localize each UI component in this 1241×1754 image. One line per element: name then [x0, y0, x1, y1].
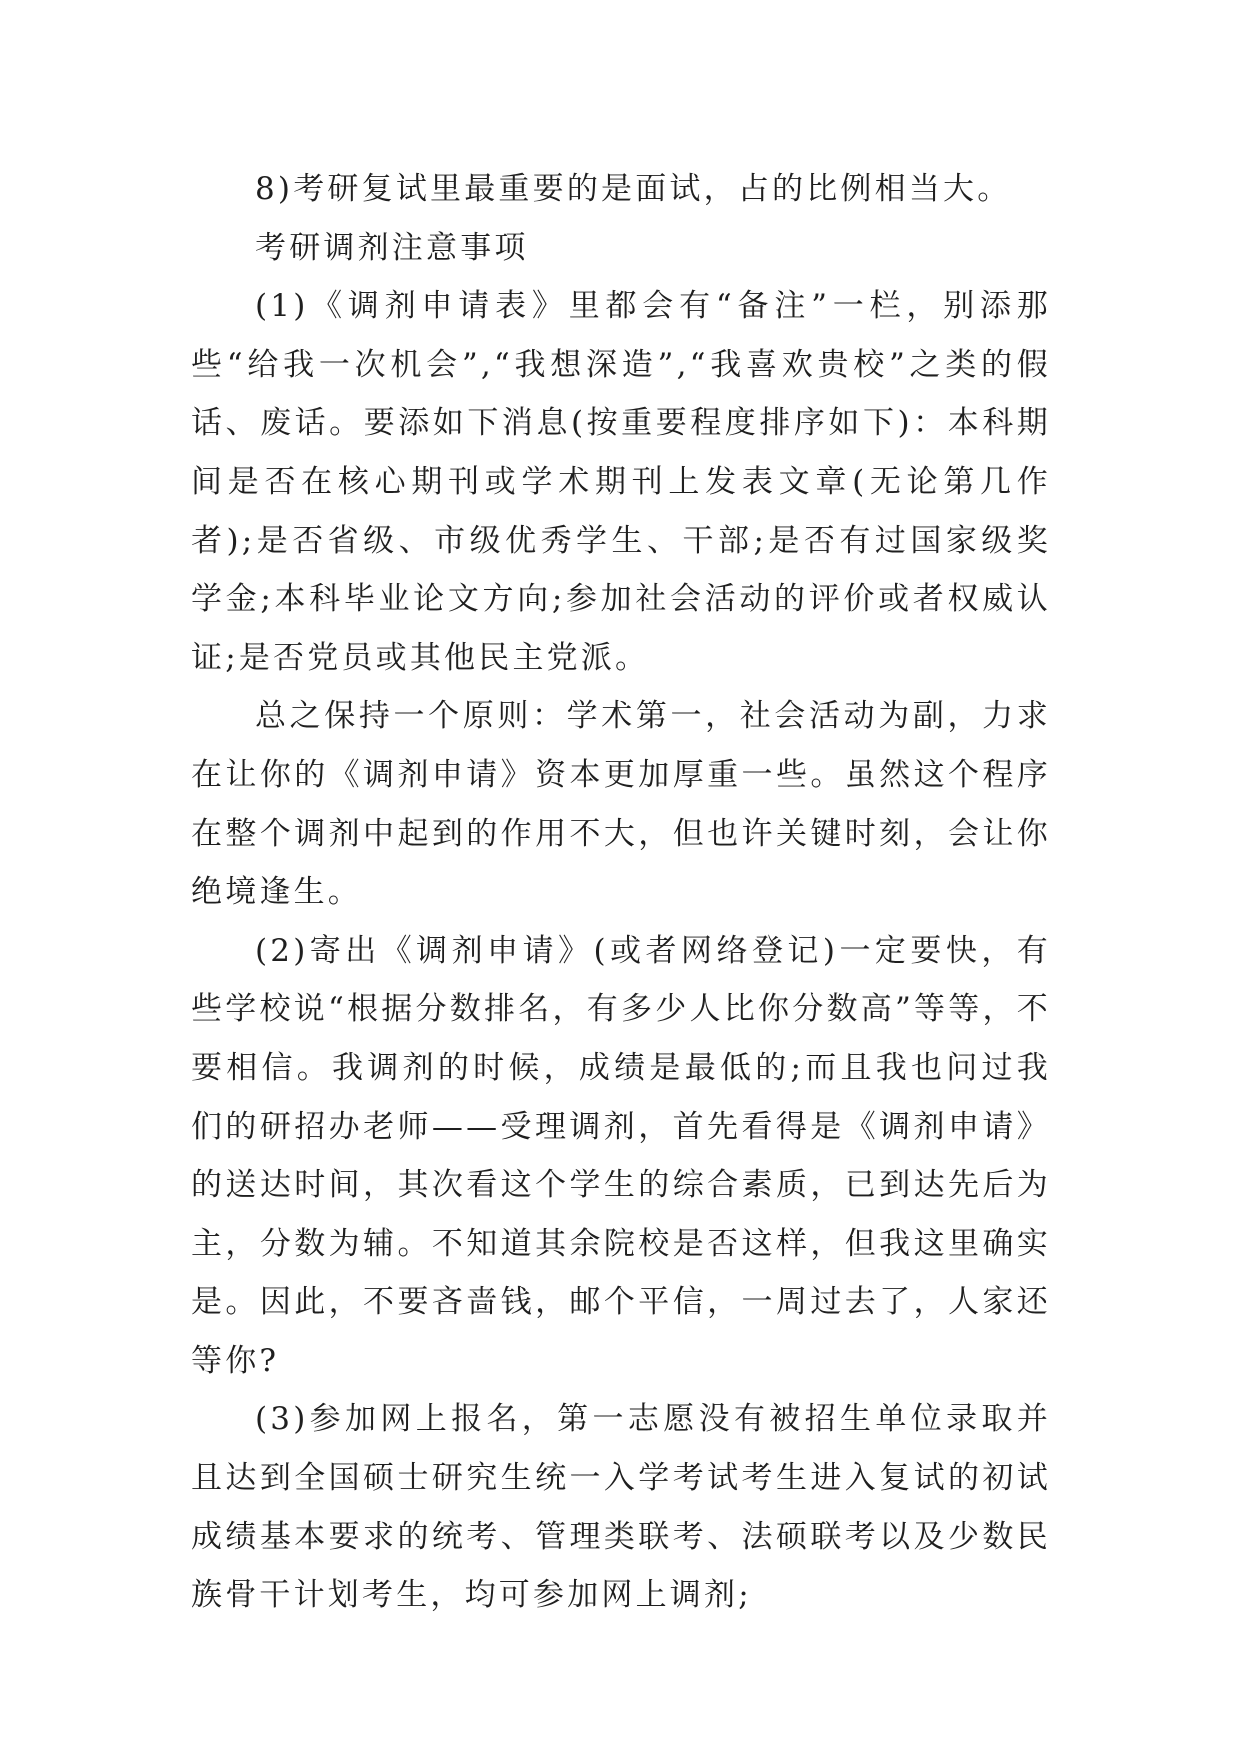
paragraph-send-application: (2)寄出《调剂申请》(或者网络登记)一定要快，有些学校说“根据分数排名，有多少人比你分数高”等等，不要相信。我调剂的时候，成绩是最低的;而且我也问过我们的研招办老师——受理调剂，首先看得是《调剂申请》的送达时间，其次看这个学生的综合素质，已到达先后为主，分数为辅。不知道其余院校是否这样，但我这里确实是。因此，不要吝啬钱，邮个平信，一周过去了，人家还等你? — [191, 932, 1051, 1379]
section-heading-adjustment-notes: 考研调剂注意事项 — [255, 229, 529, 266]
document-body — [191, 160, 1051, 1625]
paragraph-online-registration: (3)参加网上报名，第一志愿没有被招生单位录取并且达到全国硕士研究生统一入学考试考生进入复试的初试成绩基本要求的统考、管理类联考、法硕联考以及少数民族骨干计划考生，均可参加网上调剂; — [191, 1401, 1051, 1614]
paragraph-application-form: (1)《调剂申请表》里都会有“备注”一栏，别添那些“给我一次机会”,“我想深造”,“我喜欢贵校”之类的假话、废话。要添如下消息(按重要程度排序如下)：本科期间是否在核心期刊或学术期刊上发表文章(无论第几作者);是否省级、市级优秀学生、干部;是否有过国家级奖学金;本科毕业论文方向;参加社会活动的评价或者权威认证;是否党员或其他民主党派。 — [191, 288, 1051, 676]
paragraph-principle: 总之保持一个原则：学术第一，社会活动为副，力求在让你的《调剂申请》资本更加厚重一些。虽然这个程序在整个调剂中起到的作用不大，但也许关键时刻，会让你绝境逢生。 — [191, 698, 1051, 911]
paragraph-interview-note: 8)考研复试里最重要的是面试，占的比例相当大。 — [255, 171, 1012, 207]
